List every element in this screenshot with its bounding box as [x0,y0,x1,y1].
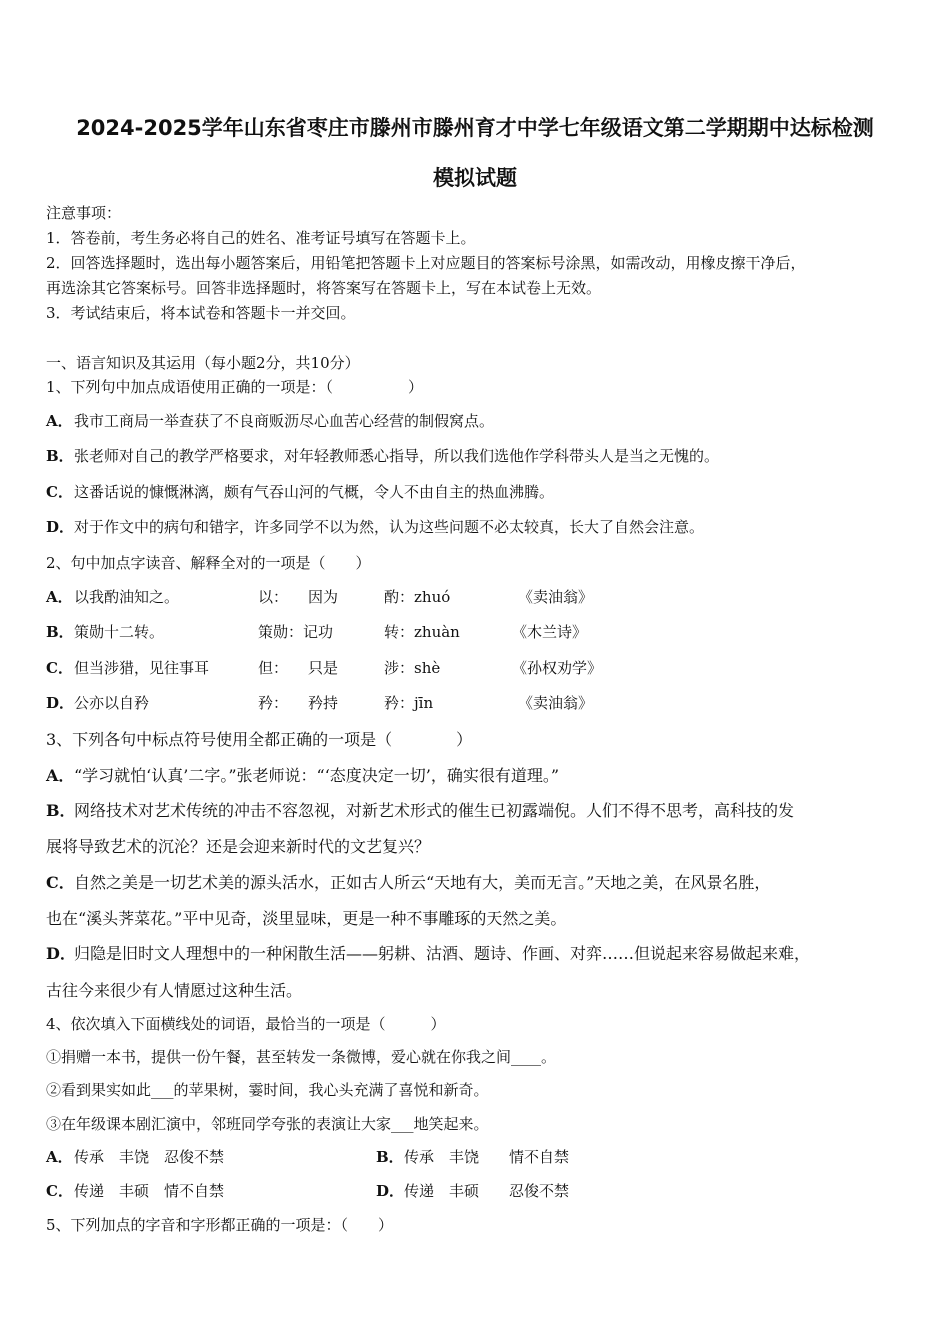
fill-in-sentence: ③在年级课本剧汇演中，邻班同学夸张的表演让大家___地笑起来。 [46,1115,489,1133]
option-text: 我市工商局一举查获了不良商贩沥尽心血苦心经营的制假窝点。 [74,412,495,430]
question-stem: 2、句中加点字读音、解释全对的一项是（ ） [46,554,371,572]
option-label: D． [46,518,75,536]
option-gloss-meaning: 矜持 [308,694,339,712]
notice-item: 再选涂其它答案标号。回答非选择题时，将答案写在答题卡上，写在本试卷上无效。 [46,279,602,297]
option-pronunciation: 转：zhuàn [384,623,460,641]
option-label: B． [46,623,74,641]
answer-option [376,1146,569,1167]
option-label: A． [46,412,73,430]
option-source: 《木兰诗》 [512,623,588,641]
option-label: C． [46,1182,73,1200]
option-source: 《卖油翁》 [518,588,594,606]
option-label: C． [46,873,75,892]
answer-option [46,798,794,821]
option-text: 传递 丰硕 情不自禁 [74,1182,225,1200]
answer-option [46,941,810,964]
option-label: D． [46,944,76,963]
question-stem: 3、下列各句中标点符号使用全都正确的一项是（ ） [46,730,473,749]
option-text-continued: 古往今来很少有人情愿过这种生活。 [46,981,303,1000]
notice-item: 3．考试结束后，将本试卷和答题卡一并交回。 [46,304,356,322]
answer-option [46,870,770,893]
exam-title-line2: 模拟试题 [433,166,517,190]
option-label: C． [46,483,73,501]
option-label: A． [46,1148,73,1166]
notice-item: 1．答卷前，考生务必将自己的姓名、准考证号填写在答题卡上。 [46,229,476,247]
option-label: B． [46,447,74,465]
option-text: 归隐是旧时文人理想中的一种闲散生活——躬耕、沽酒、题诗、作画、对弈……但说起来容易做起来难， [74,944,811,963]
option-gloss-meaning: 因为 [308,588,339,606]
option-source: 《卖油翁》 [518,694,594,712]
option-label: A． [46,766,75,785]
option-text: 传承 丰饶 忍俊不禁 [74,1148,225,1166]
answer-option [46,1146,224,1167]
question-stem: 1、下列句中加点成语使用正确的一项是：（ ） [46,378,424,396]
notice-heading: 注意事项： [46,204,122,222]
option-text: 张老师对自己的教学严格要求，对年轻教师悉心指导，所以我们选他作学科带头人是当之无愧的。 [74,447,720,465]
option-pronunciation: 酌：zhuó [384,588,451,606]
option-label: B． [376,1148,404,1166]
option-sentence: 但当涉猎，见往事耳 [74,659,210,677]
option-source: 《孙权劝学》 [512,659,603,677]
option-gloss-term: 矜： [258,694,289,712]
fill-in-sentence: ①捐赠一本书，提供一份午餐，甚至转发一条微博，爱心就在你我之间____。 [46,1048,557,1066]
question-stem: 4、依次填入下面横线处的词语，最恰当的一项是（ ） [46,1015,446,1033]
option-gloss-term: 但： [258,659,289,677]
option-text: 传承 丰饶 情不自禁 [404,1148,570,1166]
option-text: 网络技术对艺术传统的冲击不容忽视，对新艺术形式的催生已初露端倪。人们不得不思考，高科技的发 [74,801,795,820]
option-label: C． [46,659,73,677]
answer-option [46,410,494,431]
option-label: B． [46,801,76,820]
notice-item: 2．回答选择题时，选出每小题答案后，用铅笔把答题卡上对应题目的答案标号涂黑，如需改动，用橡皮擦干净后， [46,254,806,272]
option-sentence: 公亦以自矜 [74,694,150,712]
section-heading: 一、语言知识及其运用（每小题2分，共10分） [46,354,360,372]
fill-in-sentence: ②看到果实如此___的苹果树，霎时间，我心头充满了喜悦和新奇。 [46,1081,489,1099]
option-sentence: 以我酌油知之。 [74,588,180,606]
answer-option [46,481,554,502]
option-text: “学习就怕‘认真’二字。”张老师说：“‘态度决定一切’，确实很有道理。” [74,766,560,785]
option-label: D． [376,1182,405,1200]
option-text: 对于作文中的病句和错字，许多同学不以为然，认为这些问题不必太较真，长大了自然会注意。 [74,518,705,536]
option-text-continued: 也在“溪头荠菜花。”平中见奇，淡里显味，更是一种不事雕琢的天然之美。 [46,909,567,928]
answer-option [46,516,704,537]
question-stem: 5、下列加点的字音和字形都正确的一项是：（ ） [46,1216,394,1234]
option-gloss-meaning: 只是 [308,659,339,677]
exam-title-line1: 2024-2025学年山东省枣庄市滕州市滕州育才中学七年级语文第二学期期中达标检测 [76,116,874,140]
option-text-continued: 展将导致艺术的沉沦？还是会迎来新时代的文艺复兴？ [46,837,431,856]
option-pronunciation: 矜：jīn [384,694,434,712]
option-gloss-term: 策勋：记功 [258,623,334,641]
option-text: 这番话说的慷慨淋漓，颇有气吞山河的气概，令人不由自主的热血沸腾。 [74,483,555,501]
answer-option [46,763,559,786]
option-label: A． [46,588,73,606]
option-gloss-term: 以： [258,588,289,606]
option-label: D． [46,694,75,712]
option-text: 自然之美是一切艺术美的源头活水，正如古人所云“天地有大，美而无言。”天地之美，在风景名胜， [74,873,771,892]
option-sentence: 策勋十二转。 [74,623,165,641]
answer-option [46,445,719,466]
option-pronunciation: 涉：shè [384,659,441,677]
answer-option [376,1180,569,1201]
answer-option [46,1180,224,1201]
option-text: 传递 丰硕 忍俊不禁 [404,1182,570,1200]
